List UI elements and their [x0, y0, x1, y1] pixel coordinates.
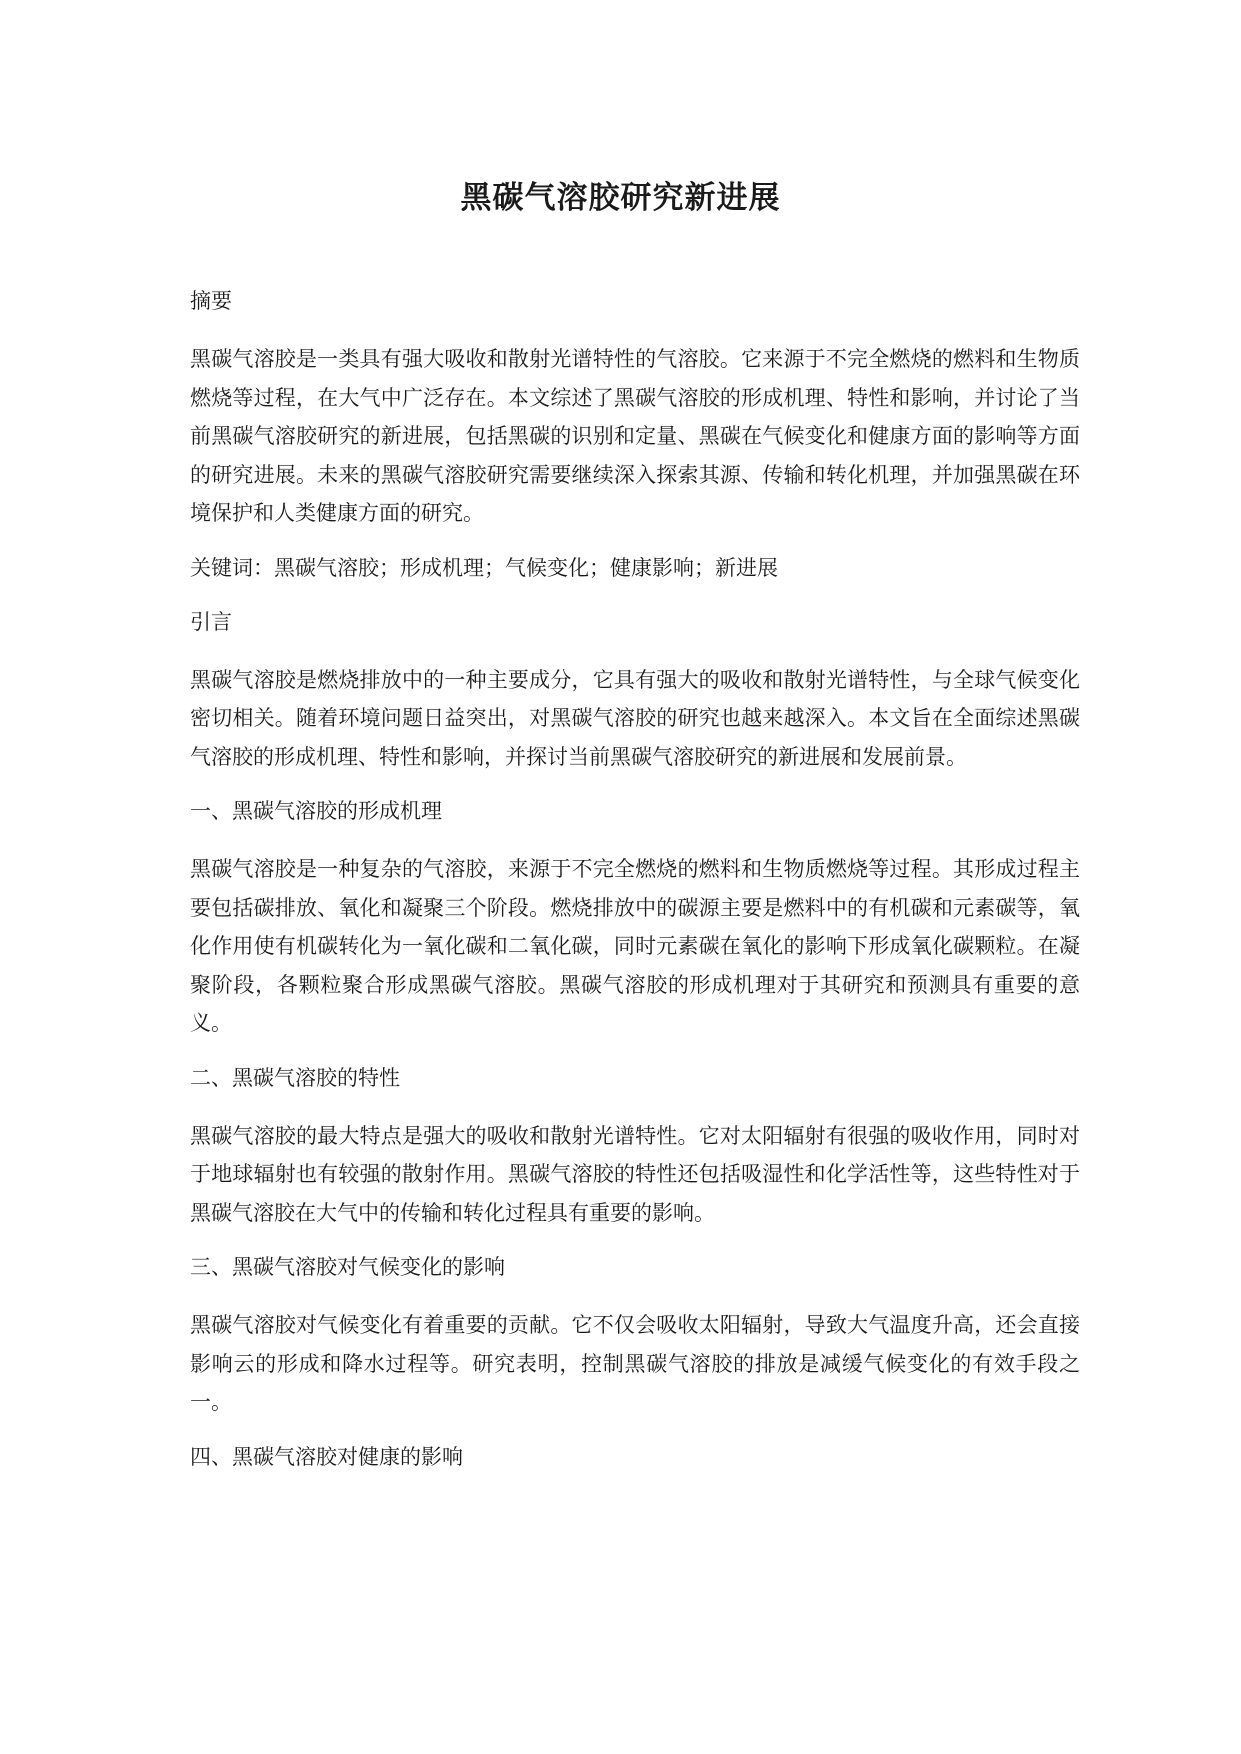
section-1-heading: 一、黑碳气溶胶的形成机理 [190, 799, 442, 823]
abstract-heading: 摘要 [190, 289, 232, 313]
section-2-paragraph: 黑碳气溶胶的最大特点是强大的吸收和散射光谱特性。它对太阳辐射有很强的吸收作用，同时对于地球辐射也有较强的散射作用。黑碳气溶胶的特性还包括吸湿性和化学活性等，这些特性对于黑碳气溶胶在大气中的传输和转化过程具有重要的影响。 [190, 1123, 1080, 1225]
document-title: 黑碳气溶胶研究新进展 [460, 180, 781, 216]
intro-paragraph: 黑碳气溶胶是燃烧排放中的一种主要成分，它具有强大的吸收和散射光谱特性，与全球气候变化密切相关。随着环境问题日益突出，对黑碳气溶胶的研究也越来越深入。本文旨在全面综述黑碳气溶胶的形成机理、特性和影响，并探讨当前黑碳气溶胶研究的新进展和发展前景。 [190, 667, 1080, 769]
intro-heading: 引言 [190, 609, 232, 634]
document-body [190, 286, 1080, 1496]
keywords-line: 关键词：黑碳气溶胶；形成机理；气候变化；健康影响；新进展 [190, 555, 778, 580]
section-4-heading: 四、黑碳气溶胶对健康的影响 [190, 1444, 463, 1469]
abstract-paragraph: 黑碳气溶胶是一类具有强大吸收和散射光谱特性的气溶胶。它来源于不完全燃烧的燃料和生物质燃烧等过程，在大气中广泛存在。本文综述了黑碳气溶胶的形成机理、特性和影响，并讨论了当前黑碳气溶胶研究的新进展，包括黑碳的识别和定量、黑碳在气候变化和健康方面的影响等方面的研究进展。未来的黑碳气溶胶研究需要继续深入探索其源、传输和转化机理，并加强黑碳在环境保护和人类健康方面的研究。 [190, 347, 1080, 525]
section-1-paragraph: 黑碳气溶胶是一种复杂的气溶胶，来源于不完全燃烧的燃料和生物质燃烧等过程。其形成过程主要包括碳排放、氧化和凝聚三个阶段。燃烧排放中的碳源主要是燃料中的有机碳和元素碳等，氧化作用使有机碳转化为一氧化碳和二氧化碳，同时元素碳在氧化的影响下形成氧化碳颗粒。在凝聚阶段，各颗粒聚合形成黑碳气溶胶。黑碳气溶胶的形成机理对于其研究和预测具有重要的意义。 [190, 857, 1080, 1035]
section-2-heading: 二、黑碳气溶胶的特性 [190, 1065, 400, 1090]
section-3-heading: 三、黑碳气溶胶对气候变化的影响 [190, 1255, 505, 1279]
section-3-paragraph: 黑碳气溶胶对气候变化有着重要的贡献。它不仅会吸收太阳辐射，导致大气温度升高，还会直接影响云的形成和降水过程等。研究表明，控制黑碳气溶胶的排放是减缓气候变化的有效手段之一。 [190, 1313, 1080, 1414]
